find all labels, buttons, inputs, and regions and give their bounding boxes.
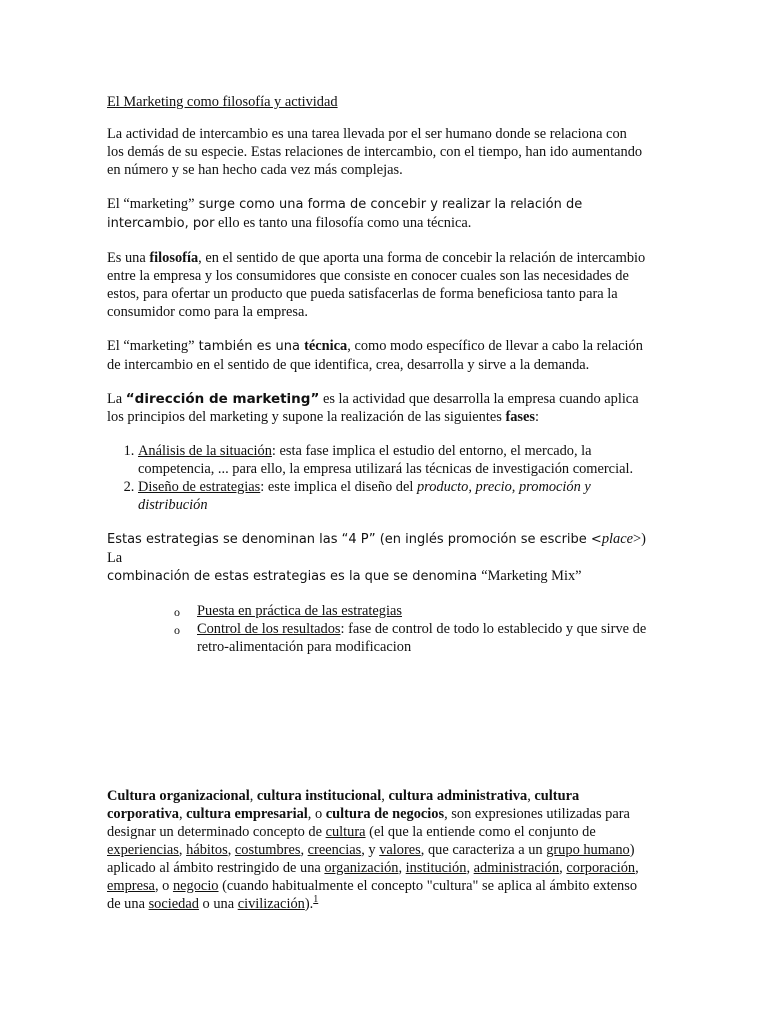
circle-bullet-icon: o (174, 605, 180, 619)
link-administracion[interactable]: administración (473, 860, 560, 876)
page-title: El Marketing como filosofía y actividad (107, 94, 338, 110)
link-valores[interactable]: valores (379, 842, 421, 858)
list-item (174, 602, 647, 620)
paragraph-cultura-organizacional: Cultura organizacional, cultura institucional, cultura administrativa, cultura corporativa, cultura empresarial, o cultura de negocios, son expresiones utilizadas para designar un determinado concepto de cultura (el que la entiende como el conjunto de experiencias, hábitos, costumbres, creencias, y valores, que caracteriza a un grupo humano) aplicado al ámbito restringido de una organización, institución, administración, corporación, empresa, o negocio (cuando habitualmente el concepto "cultura" se aplica al ámbito extenso de una sociedad o una civilización).$^1$ (107, 788, 639, 912)
paragraph-direccion-marketing: La “dirección de marketing” es la actividad que desarrolla la empresa cuando aplica los principios del marketing y supone la realización de las siguientes fases: (107, 391, 639, 425)
document-body (107, 93, 647, 656)
link-analisis-situacion[interactable]: Análisis de la situación (138, 443, 272, 459)
link-costumbres[interactable]: costumbres (234, 842, 301, 858)
link-organizacion[interactable]: organización (324, 860, 399, 876)
paragraph-filosofia: Es una filosofía, en el sentido de que aporta una forma de concebir la relación de intercambio entre la empresa y los consumidores que consiste en conocer cuales son las necesidades de estos, para ofertar un producto que pueda satisfacerlas de forma beneficiosa tanto para la consumidor como para la empresa. (107, 250, 646, 320)
paragraph-intercambio: La actividad de intercambio es una tarea llevada por el ser humano donde se relaciona con los demás de su especie. Estas relaciones de intercambio, con el tiempo, han ido aumentando en número y se han hecho cada vez más complejas. (107, 126, 643, 178)
paragraph-tecnica: El “marketing” también es una técnica, como modo específico de llevar a cabo la relación de intercambio en el sentido de que identifica, crea, desarrolla y sirve a la demanda. (107, 338, 643, 373)
paragraph-marketing-surge: El “marketing” surge como una forma de concebir y realizar la relación de intercambio, por ello es tanto una filosofía como una técnica. (107, 196, 583, 231)
link-puesta-practica[interactable]: Puesta en práctica de las estrategias (197, 603, 402, 619)
term-fases: fases (505, 409, 536, 425)
link-creencias[interactable]: creencias (307, 842, 362, 858)
phases-list (107, 442, 647, 514)
term-direccion-marketing: “dirección de marketing” (125, 391, 320, 407)
link-grupo-humano[interactable]: grupo humano (546, 842, 630, 858)
link-institucion[interactable]: institución (405, 860, 467, 876)
link-corporacion[interactable]: corporación (566, 860, 636, 876)
circle-bullet-icon: o (174, 623, 180, 637)
sub-items-list (107, 602, 647, 656)
term-tecnica: técnica (304, 338, 348, 354)
footnote-reference[interactable]: 1 (313, 894, 319, 906)
link-cultura[interactable]: cultura (325, 824, 366, 840)
term-filosofia: filosofía (149, 250, 199, 266)
list-item: 1. Análisis de la situación: esta fase implica el estudio del entorno, el mercado, la competencia, ... para ello, la empresa utilizará las técnicas de investigación comercial. (138, 442, 647, 478)
link-habitos[interactable]: hábitos (186, 842, 228, 858)
list-item: o Control de los resultados: fase de control de todo lo establecido y que sirve de retro-alimentación para modificacion (174, 621, 647, 655)
link-sociedad[interactable]: sociedad (148, 896, 199, 912)
link-experiencias[interactable]: experiencias (107, 842, 179, 858)
link-control-resultados[interactable]: Control de los resultados (197, 621, 341, 637)
link-negocio[interactable]: negocio (172, 878, 219, 894)
paragraph-4p: Estas estrategias se denominan las “4 P” (en inglés promoción se escribe <place>) La combinación de estas estrategias es la que se denomina “Marketing Mix” (107, 531, 646, 584)
link-diseno-estrategias[interactable]: Diseño de estrategias (138, 479, 261, 495)
link-civilizacion[interactable]: civilización (237, 896, 305, 912)
link-empresa[interactable]: empresa (107, 878, 155, 894)
list-item: 2. Diseño de estrategias: este implica el diseño del producto, precio, promoción y distribución (138, 478, 647, 514)
